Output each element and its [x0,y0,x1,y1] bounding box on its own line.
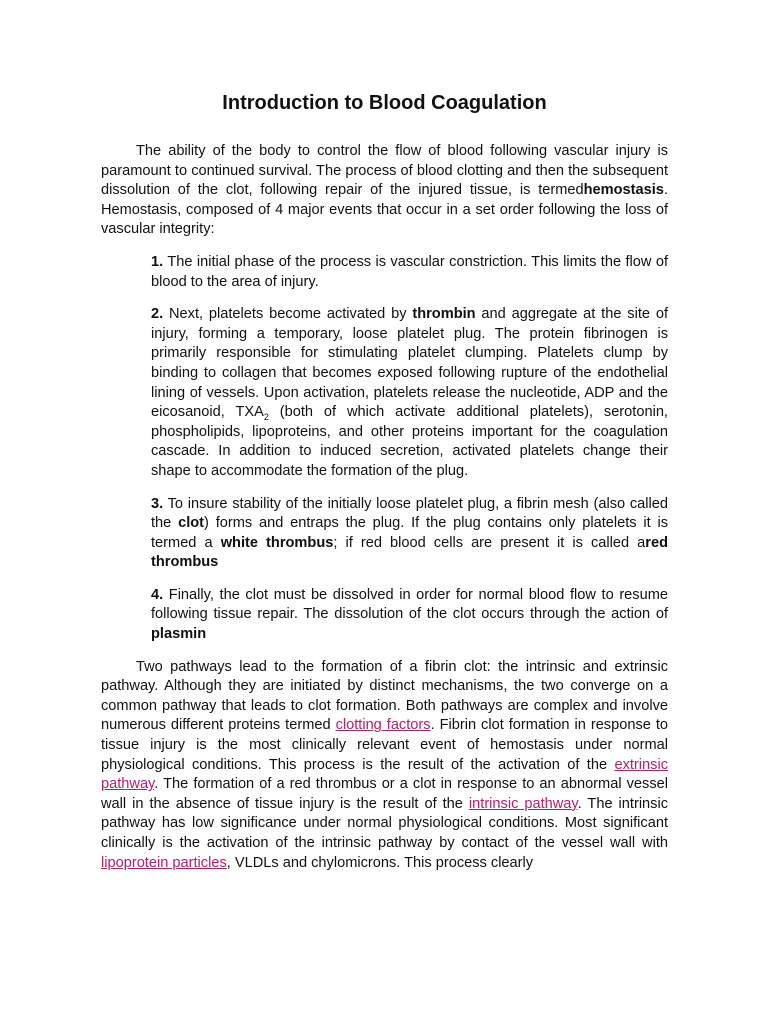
step-text: and aggregate at the site of injury, forming a temporary, loose platelet plug. The protein fibrinogen is primarily responsible for stimulating platelet clumping. Platelets clump by binding to collagen that becomes exposed following rupture of the endothelial lining of vessels. Upon activation, platelets release the nucleotide, ADP and the eicosanoid, TXA [151,306,668,421]
step-number: 3. [151,495,164,512]
pathways-text: , VLDLs and chylomicrons. This process clearly [226,854,534,871]
white-thrombus-term: white thrombus [220,534,334,551]
step-number: 4. [151,586,164,603]
thrombin-term: thrombin [412,306,476,323]
hemostasis-term: hemostasis [583,182,664,199]
page-title: Introduction to Blood Coagulation [222,92,547,114]
step-text: Finally, the clot must be dissolved in order for normal blood flow to resume following tissue repair. The dissolution of the clot occurs through the action of [151,586,668,623]
step-number: 2. [151,306,164,323]
intro-paragraph [101,142,668,240]
step-text: Next, platelets become activated by [163,306,413,323]
step-text: To insure stability of the initially loose platelet plug, a fibrin mesh (also called the [151,495,668,532]
step-item-3 [151,495,668,573]
extrinsic-pathway-link[interactable]: extrinsic pathway [101,756,668,793]
pathways-paragraph [101,658,668,874]
clot-term: clot [178,515,205,532]
step-item-2 [151,305,668,481]
pathways-text: Two pathways lead to the formation of a fibrin clot: the intrinsic and extrinsic pathway. Although they are initiated by distinct mechanisms, the two converge on a common pathway that leads to clot formation. Both pathways are complex and involve numerous different proteins termed [101,658,668,734]
step-text: ) forms and entraps the plug. If the plug contains only platelets it is termed a [151,515,669,551]
intro-text: . Hemostasis, composed of 4 major events that occur in a set order following the loss of vascular integrity: [101,182,668,238]
document-page [101,88,668,873]
intrinsic-pathway-link[interactable]: intrinsic pathway [468,795,578,812]
hemostasis-steps-list [151,253,668,645]
lipoprotein-particles-link[interactable]: lipoprotein particles [101,854,227,871]
step-number: 1. [151,253,164,270]
step-item-4 [151,586,668,645]
pathways-text: . The formation of a red thrombus or a clot in response to an abnormal vessel wall in the absence of tissue injury is the result of the [101,776,668,812]
red-thrombus-term: red thrombus [151,534,668,571]
pathways-text: . The intrinsic pathway has low significance under normal physiological conditions. Most significant clinically is the activation of the intrinsic pathway by contact of the vessel wall with [101,795,669,851]
clotting-factors-link[interactable]: clotting factors [335,717,431,734]
pathways-text: . Fibrin clot formation in response to tissue injury is the most clinically relevant event of hemostasis under normal physiological conditions. This process is the result of the activation of the [101,717,668,773]
intro-text: The ability of the body to control the flow of blood following vascular injury is paramount to continued survival. The process of blood clotting and then the subsequent dissolution of the clot, following repair of the injured tissue, is termed [101,143,668,199]
step-text: (both of which activate additional platelets), serotonin, phospholipids, lipoproteins, and other proteins important for the coagulation cascade. In addition to induced secretion, activated platelets change their shape to accommodate the formation of the plug. [151,404,668,479]
step-text: ; if red blood cells are present it is called a [333,534,646,551]
txa-subscript: 2 [263,412,269,423]
step-text: The initial phase of the process is vascular constriction. This limits the flow of blood to the area of injury. [151,253,668,290]
plasmin-term: plasmin [151,626,207,643]
step-item-1 [151,253,668,292]
